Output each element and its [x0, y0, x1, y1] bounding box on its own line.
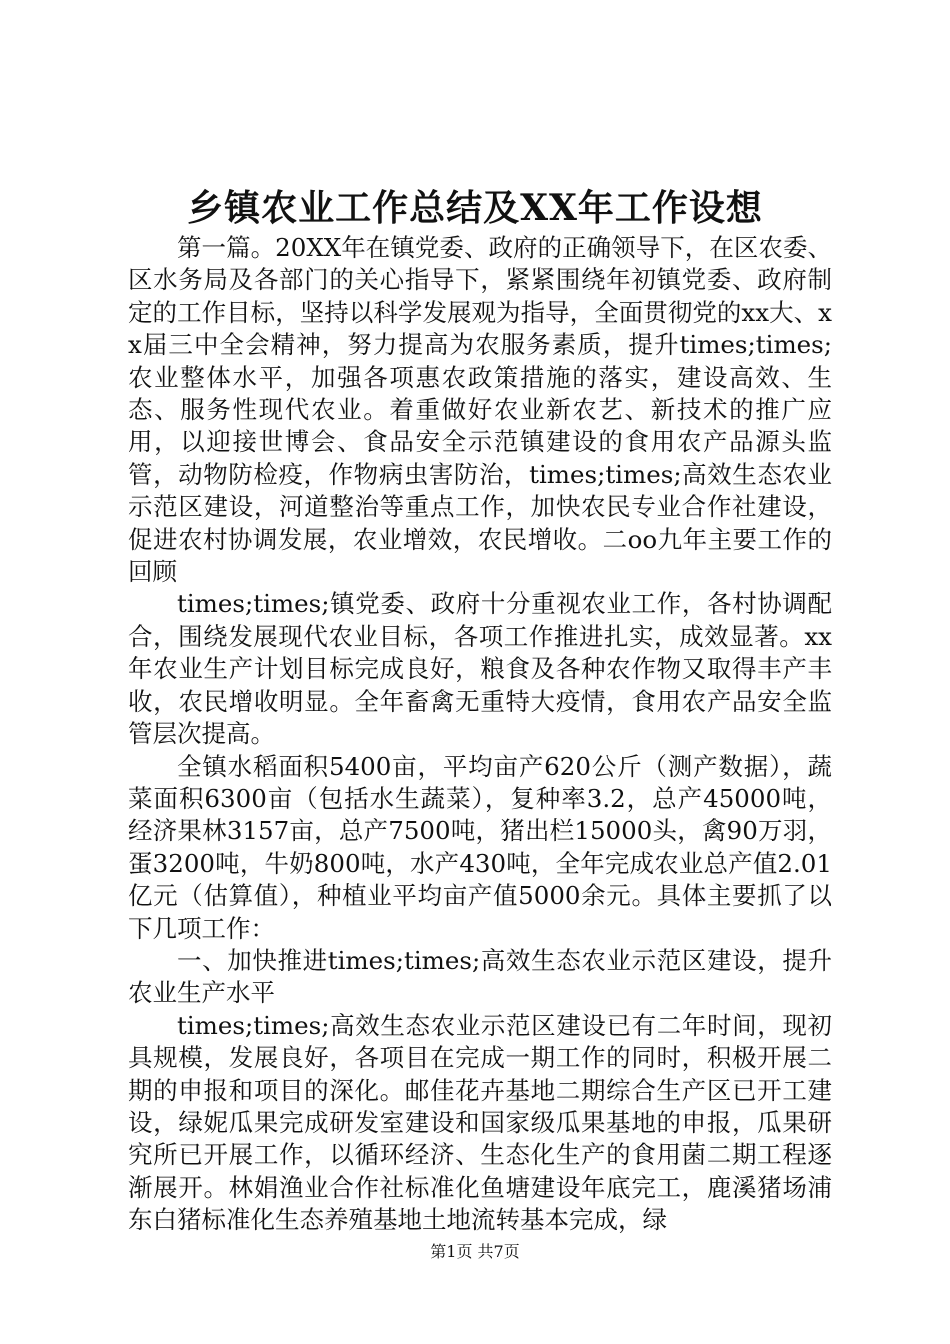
paragraph-4: 一、加快推进times;times;高效生态农业示范区建设，提升农业生产水平	[128, 945, 832, 1008]
paragraph-5: times;times;高效生态农业示范区建设已有二年时间，现初具规模，发展良好，各项目在完成一期工作的同时，积极开展二期的申报和项目的深化。邮佳花卉基地二期综合生产区已开工建设，绿妮瓜果完成研发室建设和国家级瓜果基地的申报，瓜果研究所已开展工作，以循环经济、生态化生产的食用菌二期工程逐渐展开。林娟渔业合作社标准化鱼塘建设年底完工，鹿溪猪场浦东白猪标准化生态养殖基地土地流转基本完成，绿	[128, 1010, 832, 1235]
page-footer: 第1页 共7页	[430, 1242, 520, 1261]
paragraph-3: 全镇水稻面积5400亩，平均亩产620公斤（测产数据），蔬菜面积6300亩（包括水生蔬菜），复种率3.2，总产45000吨，经济果林3157亩，总产7500吨，猪出栏15000头，禽90万羽，蛋3200吨，牛奶800吨，水产430吨，全年完成农业总产值2.01亿元（估算值），种植业平均亩产值5000余元。具体主要抓了以下几项工作：	[128, 751, 832, 943]
document-title: 乡镇农业工作总结及XX年工作设想	[187, 187, 763, 229]
document-body	[128, 232, 832, 1237]
paragraph-2: times;times;镇党委、政府十分重视农业工作，各村协调配合，围绕发展现代农业目标，各项工作推进扎实，成效显著。xx年农业生产计划目标完成良好，粮食及各种农作物又取得丰产丰收，农民增收明显。全年畜禽无重特大疫情，食用农产品安全监管层次提高。	[128, 589, 832, 749]
paragraph-1: 第一篇。20XX年在镇党委、政府的正确领导下，在区农委、区水务局及各部门的关心指导下，紧紧围绕年初镇党委、政府制定的工作目标，坚持以科学发展观为指导，全面贯彻党的xx大、xx届三中全会精神，努力提高为农服务素质，提升times;times;农业整体水平，加强各项惠农政策措施的落实，建设高效、生态、服务性现代农业。着重做好农业新农艺、新技术的推广应用，以迎接世博会、食品安全示范镇建设的食用农产品源头监管，动物防检疫，作物病虫害防治，times;times;高效生态农业示范区建设，河道整治等重点工作，加快农民专业合作社建设，促进农村协调发展，农业增效，农民增收。二oo九年主要工作的回顾	[128, 233, 832, 587]
